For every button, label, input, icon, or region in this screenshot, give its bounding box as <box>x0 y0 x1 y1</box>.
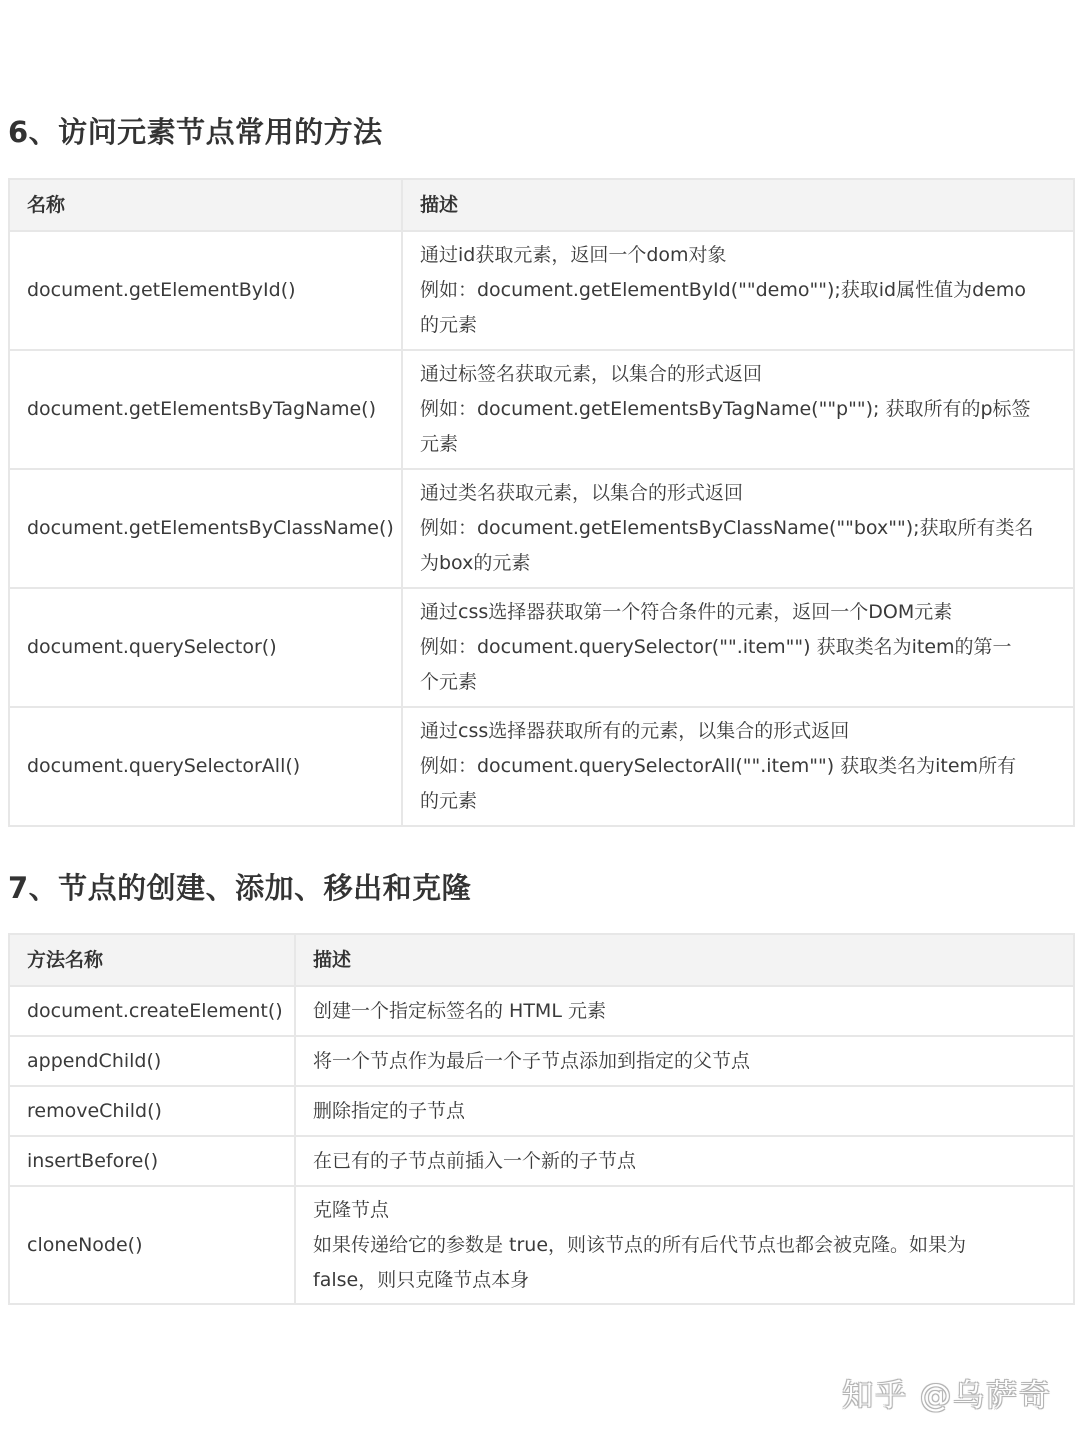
description-line: 通过id获取元素，返回一个dom对象 <box>420 244 727 266</box>
zhihu-watermark: 知乎 @乌萨奇 <box>842 1378 1052 1414</box>
method-name: appendChild() <box>9 1036 295 1086</box>
method-description: 在已有的子节点前插入一个新的子节点 <box>295 1136 1074 1186</box>
method-name: document.getElementsByClassName() <box>9 469 402 588</box>
description-line: 通过css选择器获取第一个符合条件的元素，返回一个DOM元素 <box>420 601 953 623</box>
description-line: 为box的元素 <box>420 552 531 574</box>
method-description: 删除指定的子节点 <box>295 1086 1074 1136</box>
dom-access-methods-table <box>8 178 1075 827</box>
method-name: removeChild() <box>9 1086 295 1136</box>
description-line: 例如：document.getElementsByTagName(""p""); 获取所有的p标签 <box>420 398 1031 420</box>
method-description <box>402 588 1074 707</box>
table-row <box>9 1186 1074 1304</box>
column-header-description: 描述 <box>295 934 1074 986</box>
method-description <box>402 707 1074 826</box>
method-name: document.createElement() <box>9 986 295 1036</box>
description-line: 通过类名获取元素，以集合的形式返回 <box>420 482 744 504</box>
description-line: 通过css选择器获取所有的元素，以集合的形式返回 <box>420 720 850 742</box>
description-line: 通过标签名获取元素，以集合的形式返回 <box>420 363 763 385</box>
method-description <box>295 1186 1074 1304</box>
method-name: insertBefore() <box>9 1136 295 1186</box>
method-name: document.getElementsByTagName() <box>9 350 402 469</box>
method-description <box>402 231 1074 350</box>
table-row <box>9 469 1074 588</box>
table-header-row <box>9 934 1074 986</box>
method-name: document.getElementById() <box>9 231 402 350</box>
description-line: 元素 <box>420 433 459 455</box>
method-description: 将一个节点作为最后一个子节点添加到指定的父节点 <box>295 1036 1074 1086</box>
description-line: 例如：document.querySelectorAll("".item"") 获取类名为item所有 <box>420 755 1017 777</box>
table-row <box>9 707 1074 826</box>
description-line: 如果传递给它的参数是 true，则该节点的所有后代节点也都会被克隆。如果为 <box>313 1233 967 1256</box>
description-line: false，则只克隆节点本身 <box>313 1268 530 1291</box>
table-row <box>9 588 1074 707</box>
method-description <box>402 350 1074 469</box>
description-line: 克隆节点 <box>313 1198 390 1221</box>
column-header-name: 名称 <box>9 179 402 231</box>
method-name: document.querySelectorAll() <box>9 707 402 826</box>
method-name: cloneNode() <box>9 1186 295 1304</box>
method-description: 创建一个指定标签名的 HTML 元素 <box>295 986 1074 1036</box>
section-title-node-operations: 7、节点的创建、添加、移出和克隆 <box>8 871 472 905</box>
description-line: 例如：document.getElementsByClassName(""box"");获取所有类名 <box>420 517 1034 539</box>
table-row <box>9 1086 1074 1136</box>
section-title-dom-access: 6、访问元素节点常用的方法 <box>8 115 383 149</box>
table-row <box>9 986 1074 1036</box>
column-header-method-name: 方法名称 <box>9 934 295 986</box>
table-row <box>9 1036 1074 1086</box>
description-line: 的元素 <box>420 790 478 812</box>
node-operations-table <box>8 933 1075 1305</box>
description-line: 个元素 <box>420 671 478 693</box>
table-row <box>9 350 1074 469</box>
description-line: 例如：document.querySelector("".item"") 获取类名为item的第一 <box>420 636 1012 658</box>
description-line: 的元素 <box>420 314 478 336</box>
table-row <box>9 1136 1074 1186</box>
description-line: 例如：document.getElementById(""demo"");获取id属性值为demo <box>420 279 1026 301</box>
column-header-description: 描述 <box>402 179 1074 231</box>
method-name: document.querySelector() <box>9 588 402 707</box>
method-description <box>402 469 1074 588</box>
table-header-row <box>9 179 1074 231</box>
table-row <box>9 231 1074 350</box>
